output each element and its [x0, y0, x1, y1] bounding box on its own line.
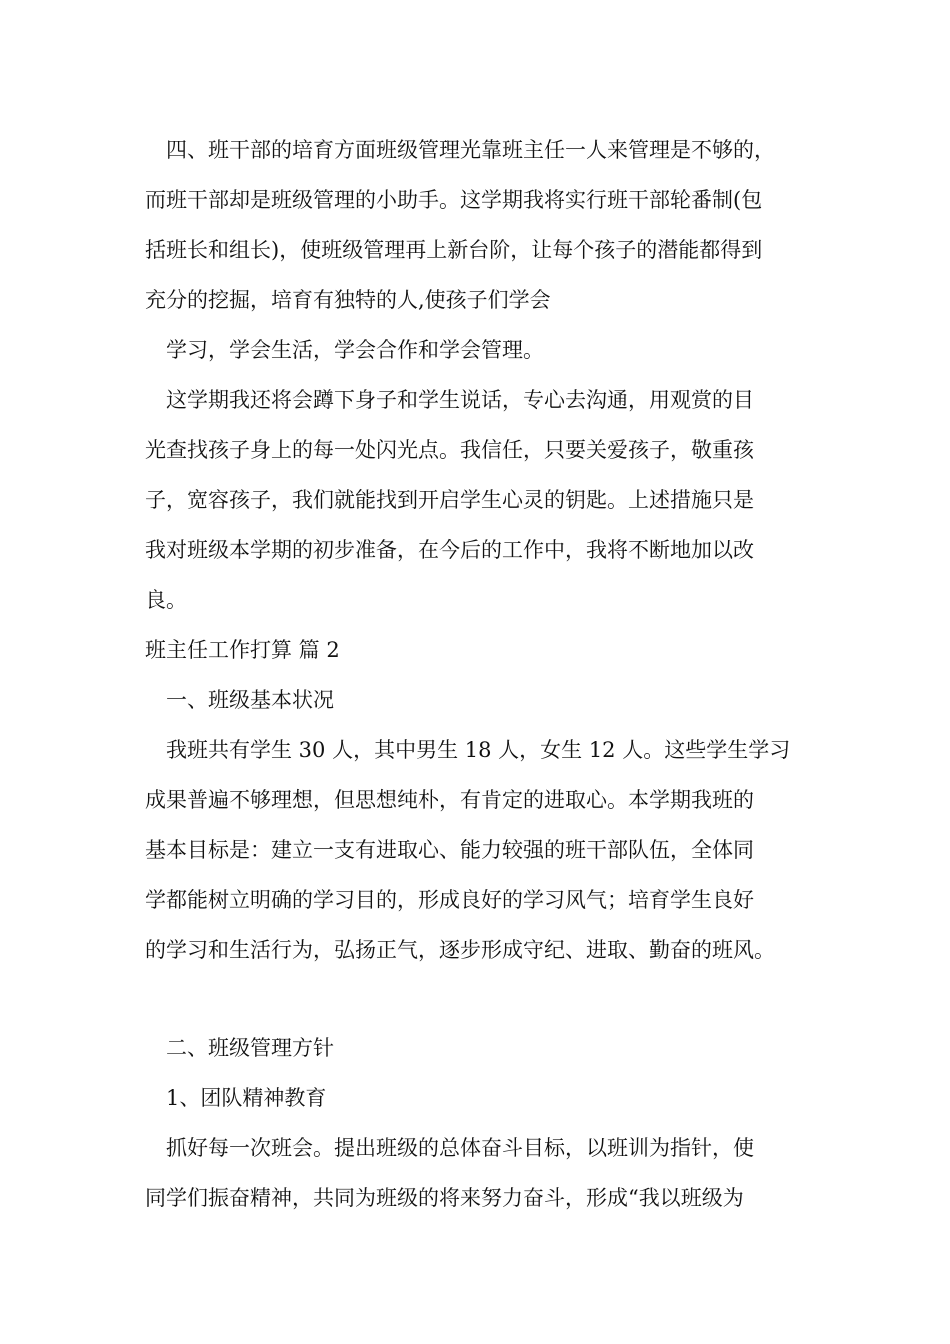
section-heading: 班主任工作打算 篇 2 [145, 638, 340, 662]
paragraph-line: 四、班干部的培育方面班级管理光靠班主任一人来管理是不够的， [166, 138, 775, 162]
paragraph-line: 这学期我还将会蹲下身子和学生说话，专心去沟通，用观赏的目 [166, 388, 754, 412]
paragraph-line: 我对班级本学期的初步准备，在今后的工作中，我将不断地加以改 [145, 538, 754, 562]
paragraph-line: 括班长和组长)，使班级管理再上新台阶，让每个孩子的潜能都得到 [145, 238, 763, 262]
paragraph-line: 子，宽容孩子，我们就能找到开启学生心灵的钥匙。上述措施只是 [145, 488, 754, 512]
paragraph-line: 学都能树立明确的学习目的，形成良好的学习风气；培育学生良好 [145, 888, 754, 912]
subsection-heading: 二、班级管理方针 [166, 1036, 334, 1060]
paragraph-line: 同学们振奋精神，共同为班级的将来努力奋斗，形成“我以班级为 [145, 1186, 744, 1210]
paragraph-line: 而班干部却是班级管理的小助手。这学期我将实行班干部轮番制(包 [145, 188, 763, 212]
paragraph-line: 学习，学会生活，学会合作和学会管理。 [166, 338, 544, 362]
subsection-heading: 1、团队精神教育 [166, 1086, 327, 1110]
subsection-heading: 一、班级基本状况 [166, 688, 334, 712]
paragraph-line: 的学习和生活行为，弘扬正气，逐步形成守纪、进取、勤奋的班风。 [145, 938, 775, 962]
paragraph-line: 成果普遍不够理想，但思想纯朴，有肯定的进取心。本学期我班的 [145, 788, 754, 812]
paragraph-line: 我班共有学生 30 人，其中男生 18 人，女生 12 人。这些学生学习 [166, 738, 791, 762]
paragraph-line: 抓好每一次班会。提出班级的总体奋斗目标，以班训为指针，使 [166, 1136, 754, 1160]
paragraph-line: 充分的挖掘，培育有独特的人,使孩子们学会 [145, 288, 551, 312]
paragraph-line: 基本目标是：建立一支有进取心、能力较强的班干部队伍，全体同 [145, 838, 754, 862]
paragraph-line: 光查找孩子身上的每一处闪光点。我信任，只要关爱孩子，敬重孩 [145, 438, 754, 462]
paragraph-line: 良。 [145, 588, 187, 612]
